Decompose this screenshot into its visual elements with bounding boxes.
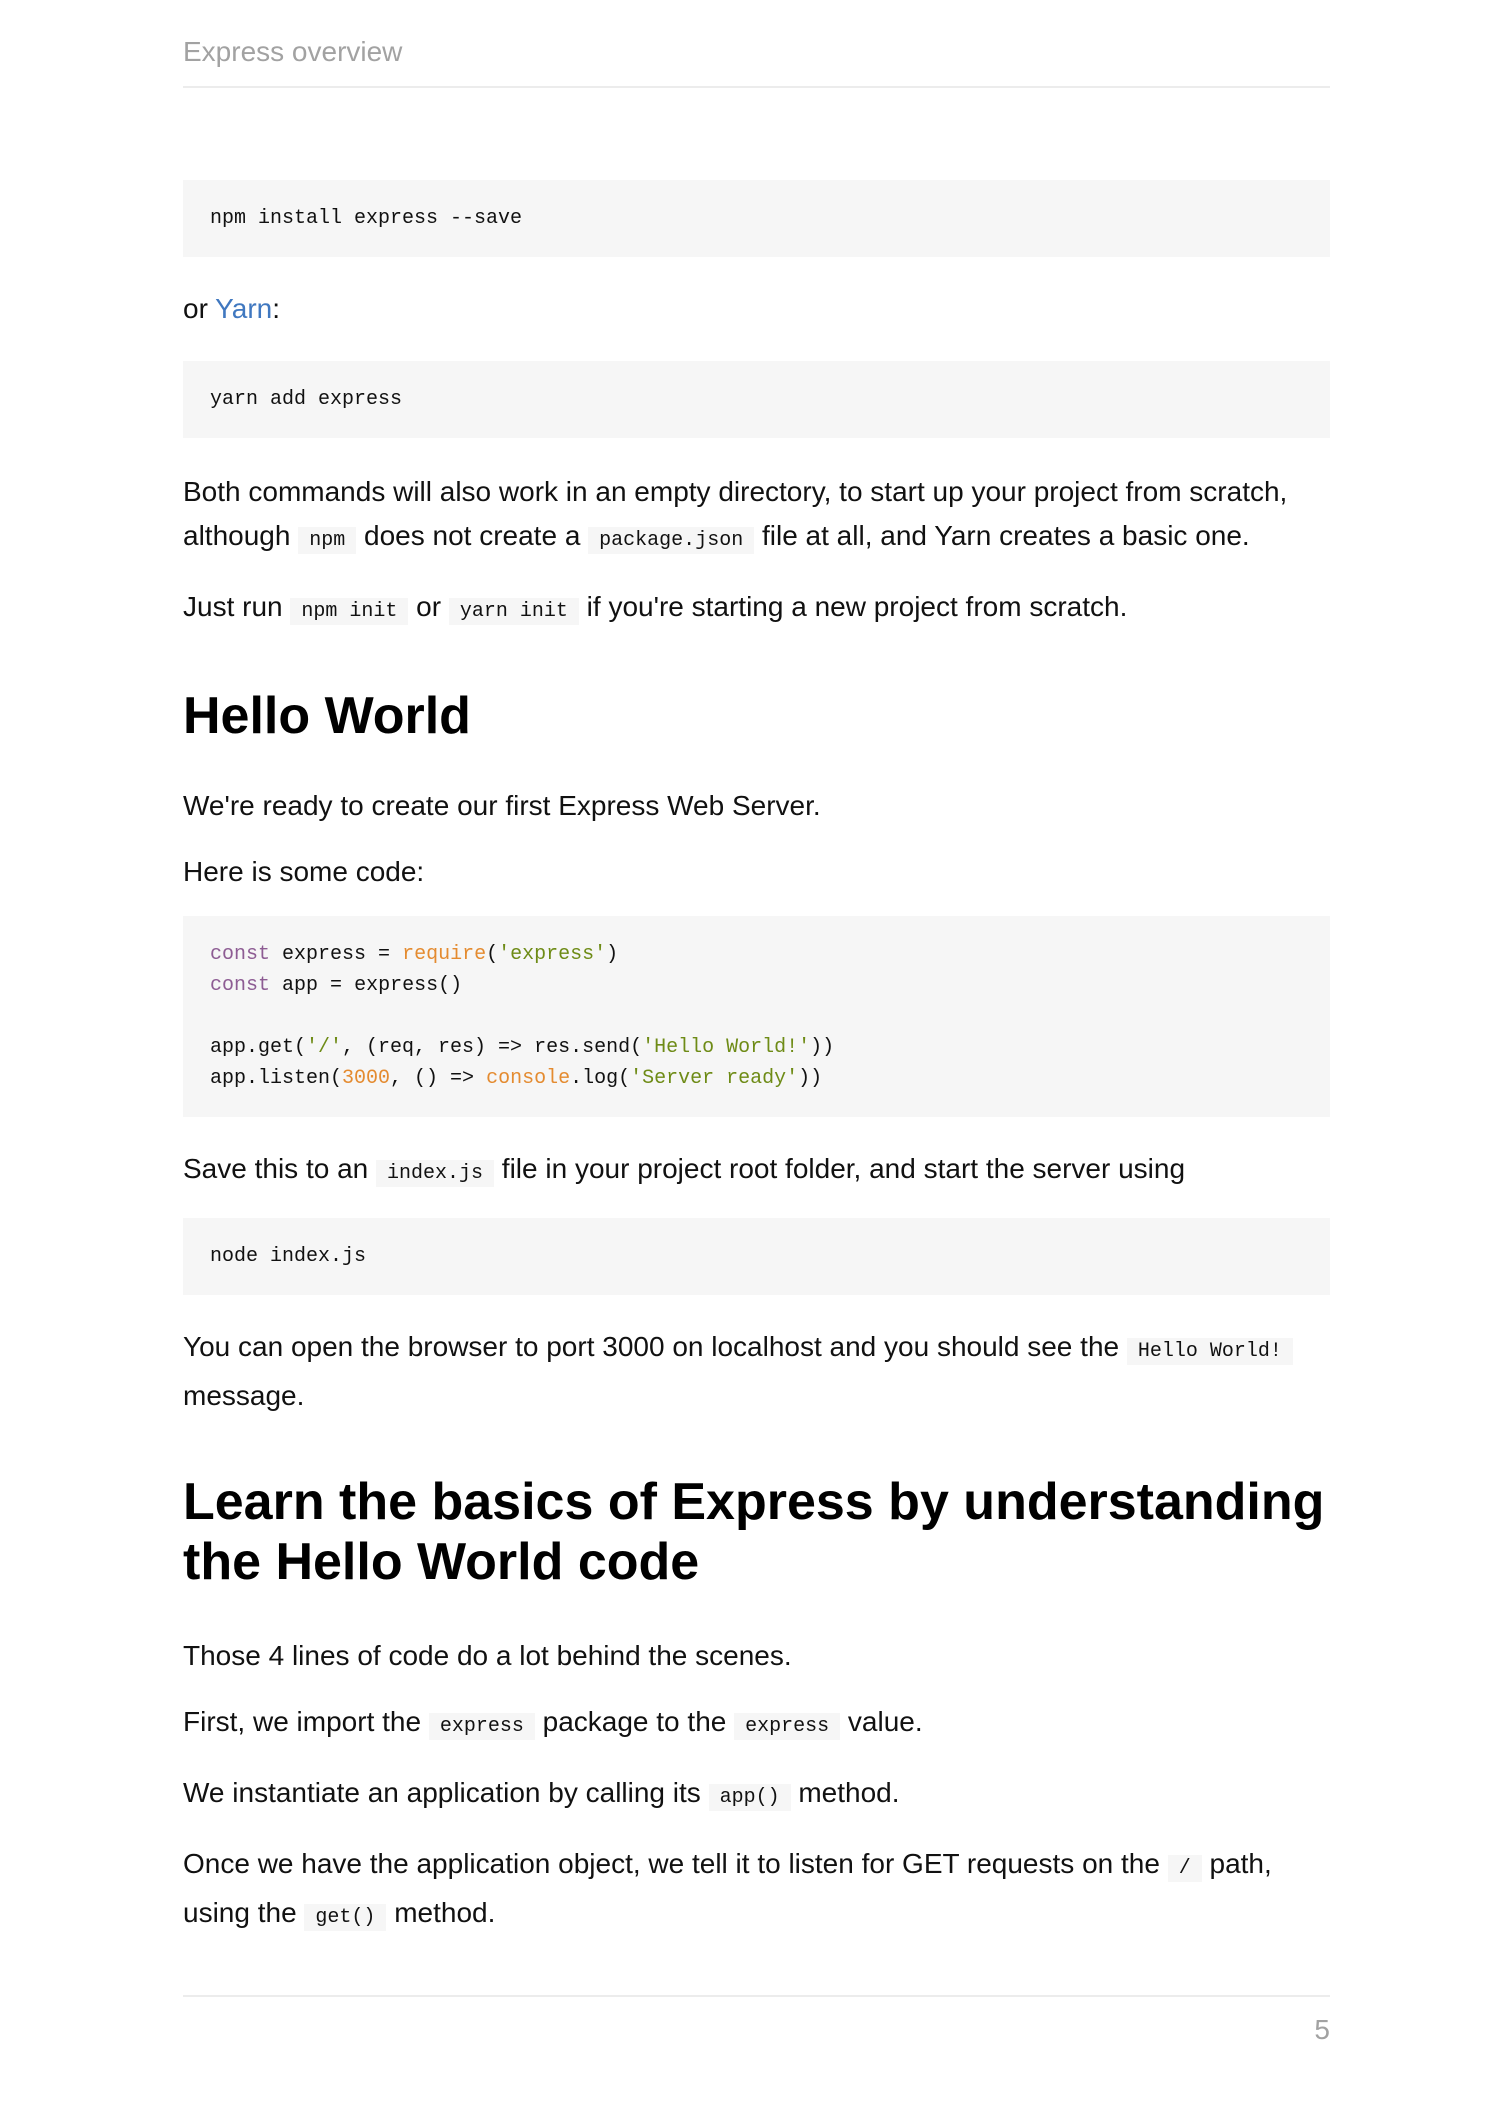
hello-world-code-block: const express = require('express') const app = express() app.get('/', (req, res) => res.send('Hello World!')) app.listen(3000, () => console.log('Server ready')) [183, 916, 1330, 1117]
just-run-paragraph: Just run npm init or yarn init if you're starting a new project from scratch. [183, 591, 1128, 623]
inline-code: index.js [376, 1160, 494, 1187]
here-is-code-paragraph: Here is some code: [183, 856, 425, 887]
hello-world-heading: Hello World [183, 687, 471, 745]
inline-code: package.json [588, 527, 754, 554]
instantiate-paragraph: We instantiate an application by calling its app() method. [183, 1777, 900, 1809]
running-header: Express overview [183, 36, 403, 67]
inline-code: app() [709, 1784, 791, 1811]
inline-code: express [734, 1713, 840, 1740]
learn-basics-heading: Learn the basics of Express by understanding the Hello World code [183, 1473, 1325, 1591]
intro-paragraph: We're ready to create our first Express Web Server. [183, 790, 821, 821]
inline-code: yarn init [449, 598, 579, 625]
yarn-add-code-block: yarn add express [183, 361, 1330, 438]
node-index-code-block: node index.js [183, 1218, 1330, 1295]
inline-code: get() [304, 1904, 386, 1931]
inline-code: / [1168, 1855, 1202, 1882]
header-divider [183, 86, 1330, 88]
both-commands-paragraph: Both commands will also work in an empty directory, to start up your project from scratch, although npm does not create a package.json file at all, and Yarn creates a basic one. [183, 476, 1288, 552]
inline-code: npm init [290, 598, 408, 625]
npm-install-code-block: npm install express --save [183, 180, 1330, 257]
save-paragraph: Save this to an index.js file in your project root folder, and start the server using [183, 1153, 1186, 1185]
footer-divider [183, 1995, 1330, 1997]
import-paragraph: First, we import the express package to the express value. [183, 1706, 923, 1738]
listen-get-paragraph: Once we have the application object, we tell it to listen for GET requests on the / path, using the get() method. [183, 1848, 1272, 1929]
inline-code: Hello World! [1127, 1338, 1293, 1365]
inline-code: npm [298, 527, 356, 554]
yarn-link[interactable]: Yarn [215, 293, 273, 324]
or-yarn-paragraph: or Yarn: [183, 293, 281, 324]
open-browser-paragraph: You can open the browser to port 3000 on localhost and you should see the Hello World! message. [183, 1325, 1330, 1418]
page-number: 5 [1314, 2014, 1330, 2045]
four-lines-paragraph: Those 4 lines of code do a lot behind the scenes. [183, 1640, 792, 1671]
inline-code: express [429, 1713, 535, 1740]
page-content [183, 180, 1330, 1940]
